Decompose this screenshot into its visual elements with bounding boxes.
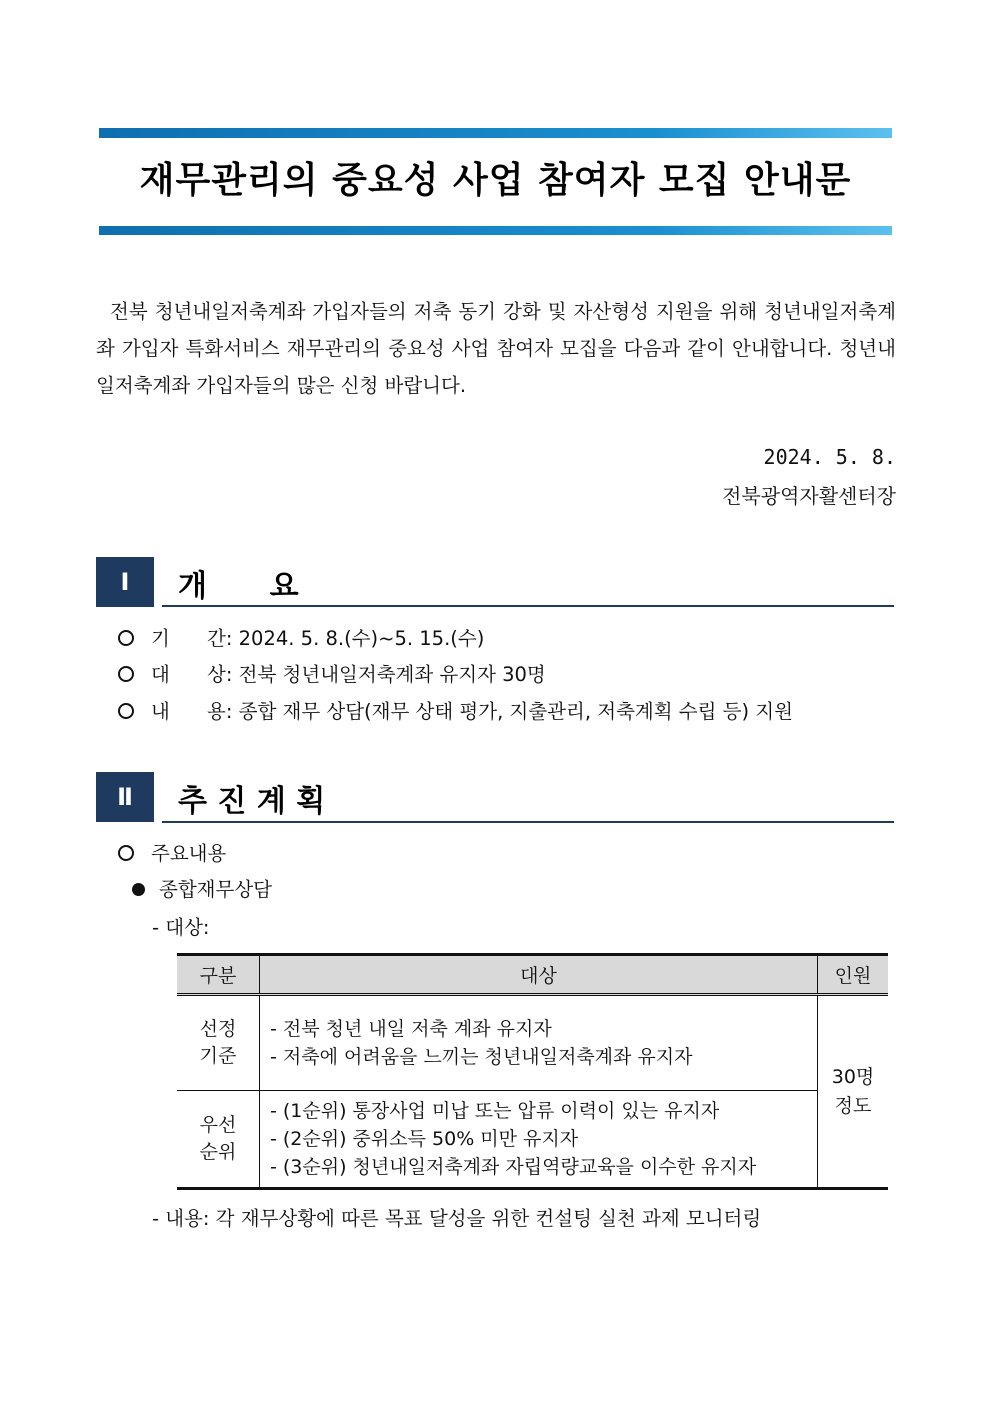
overview-item-period xyxy=(118,623,484,651)
overview-label: 내 용 xyxy=(151,700,226,723)
signature: 전북광역자활센터장 xyxy=(722,484,896,508)
overview-value: : 종합 재무 상담(재무 상태 평가, 지출관리, 저축계획 수립 등) 지원 xyxy=(225,700,793,723)
section1-title: 개 요 xyxy=(178,569,299,604)
bullet-label: 종합재무상담 xyxy=(159,878,273,901)
document-date: 2024. 5. 8. xyxy=(763,445,896,469)
target-line: - (2순위) 중위소득 50% 미만 유지자 xyxy=(270,1128,579,1150)
target-label: - 대상: xyxy=(152,916,210,939)
section2-underline xyxy=(162,821,894,823)
section2-title: 추 진 계 획 xyxy=(178,784,326,819)
target-line: - 저축에 어려움을 느끼는 청년내일저축계좌 유지자 xyxy=(270,1046,693,1068)
category-line: 순위 xyxy=(199,1141,237,1163)
overview-item-target xyxy=(118,659,546,687)
filled-circle-icon xyxy=(132,883,145,896)
hollow-circle-icon xyxy=(118,703,134,719)
title-top-bar xyxy=(99,128,892,138)
hollow-circle-icon xyxy=(118,845,134,861)
overview-label: 기 간 xyxy=(151,627,226,650)
section2-number-box: Ⅱ xyxy=(96,772,154,822)
hollow-circle-icon xyxy=(118,666,134,682)
main-content-label: 주요내용 xyxy=(151,842,227,865)
overview-item-content xyxy=(118,696,793,724)
overview-label: 대 상 xyxy=(151,663,226,686)
category-line: 선정 xyxy=(199,1018,237,1040)
header-count: 인원 xyxy=(818,955,889,995)
category-line: 우선 xyxy=(199,1114,237,1136)
intro-text: 전북 청년내일저축계좌 가입자들의 저축 동기 강화 및 자산형성 지원을 위해 청년내일저축계좌 가입자 특화서비스 재무관리의 중요성 사업 참여자 모집을 다음과 같이 안내합니다. 청년내일저축계좌 가입자들의 많은 신청 바랍니다. xyxy=(96,300,896,397)
page-title: 재무관리의 중요성 사업 참여자 모집 안내문 xyxy=(139,160,852,201)
count-line: 정도 xyxy=(834,1094,872,1117)
count-cell xyxy=(818,995,889,1189)
category-cell xyxy=(177,1091,260,1189)
main-content-heading xyxy=(118,838,226,866)
target-table xyxy=(177,953,888,1190)
intro-paragraph xyxy=(96,293,896,404)
count-line: 30명 xyxy=(831,1065,875,1088)
table-row xyxy=(177,995,888,1091)
bullet-comprehensive-consulting xyxy=(132,874,272,902)
content-description: - 내용: 각 재무상황에 따른 목표 달성을 위한 컨설팅 실천 과제 모니터링 xyxy=(152,1207,762,1230)
header-target: 대상 xyxy=(260,955,818,995)
overview-value: : 전북 청년내일저축계좌 유지자 30명 xyxy=(225,663,546,686)
table-header-row xyxy=(177,955,888,995)
target-cell xyxy=(260,995,818,1091)
overview-value: : 2024. 5. 8.(수)~5. 15.(수) xyxy=(225,627,485,650)
target-line: - 전북 청년 내일 저축 계좌 유지자 xyxy=(270,1018,552,1040)
section1-underline xyxy=(162,605,894,607)
category-line: 기준 xyxy=(199,1045,237,1067)
category-cell xyxy=(177,995,260,1091)
target-line: - (3순위) 청년내일저축계좌 자립역량교육을 이수한 유지자 xyxy=(270,1156,757,1178)
section1-number-box: Ⅰ xyxy=(96,557,154,607)
header-category: 구분 xyxy=(177,955,260,995)
target-line: - (1순위) 통장사업 미납 또는 압류 이력이 있는 유지자 xyxy=(270,1100,720,1122)
title-bottom-bar xyxy=(99,226,892,235)
hollow-circle-icon xyxy=(118,630,134,646)
target-cell xyxy=(260,1091,818,1189)
table-row xyxy=(177,1091,888,1189)
